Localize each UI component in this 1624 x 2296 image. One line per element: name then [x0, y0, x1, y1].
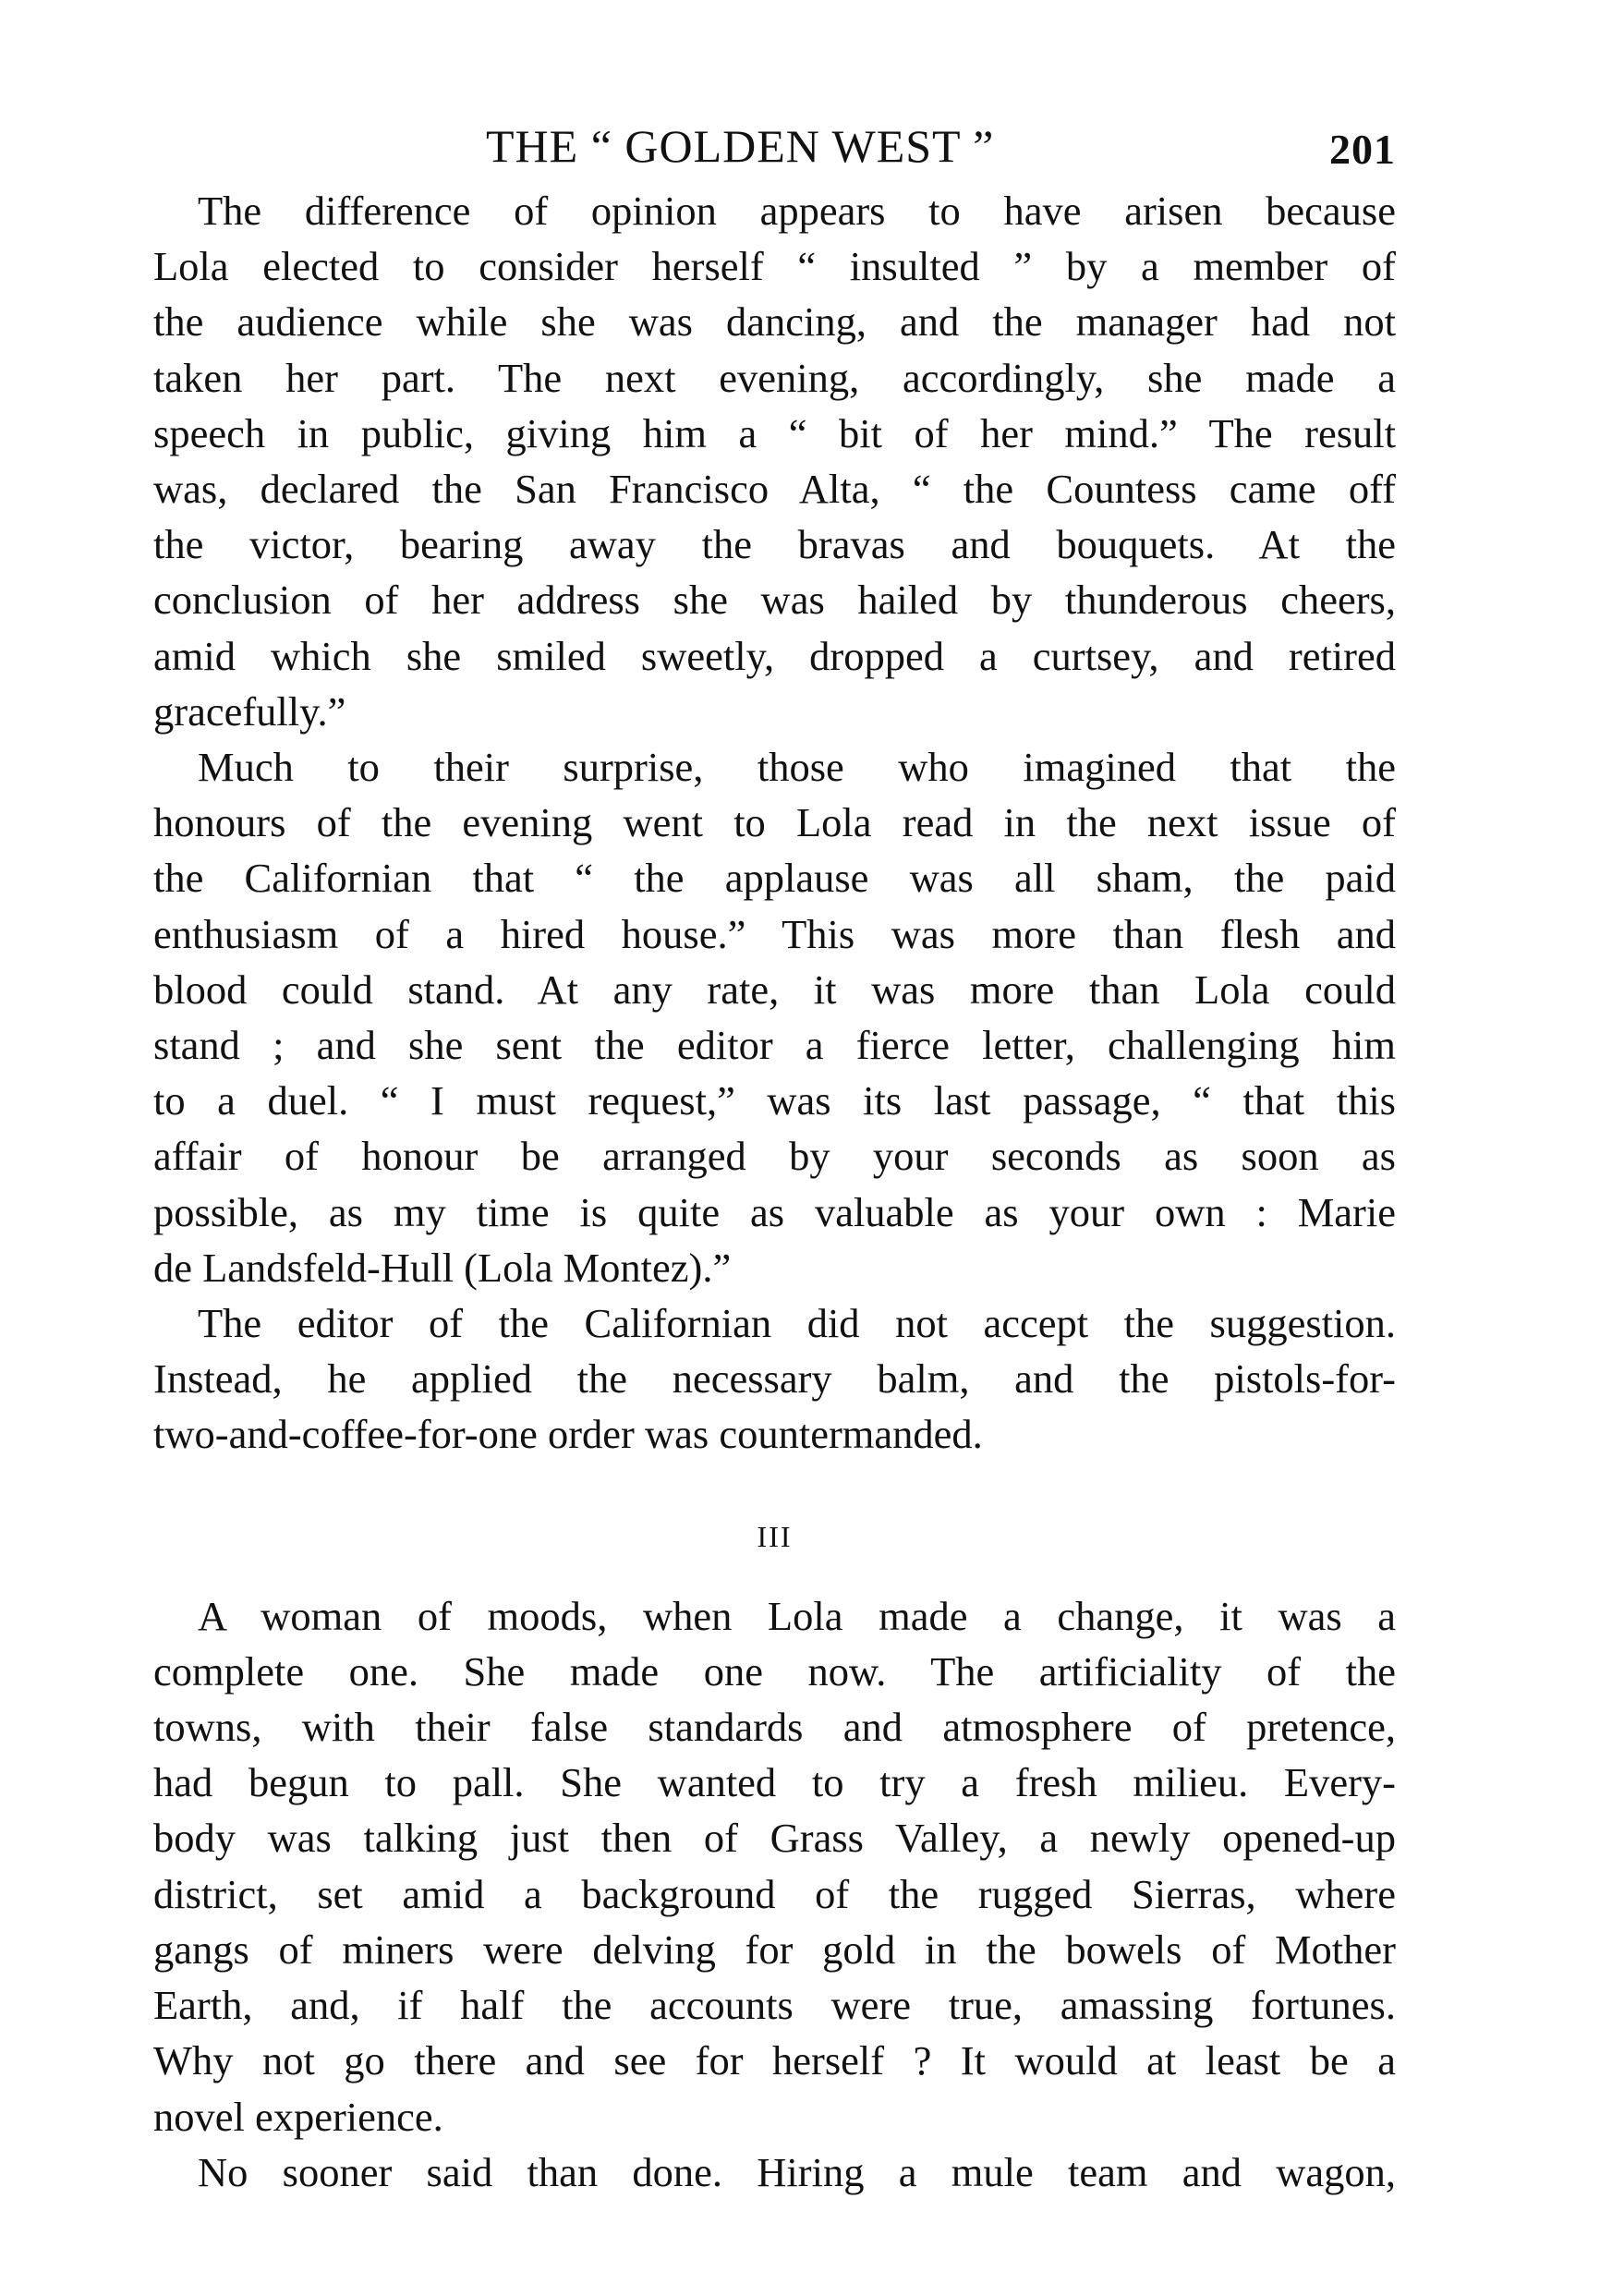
text-line: two-and-coffee-for-one order was countermanded.	[153, 1411, 983, 1458]
section-number: III	[757, 1519, 793, 1553]
text-line: de Landsfeld-Hull (Lola Montez).”	[153, 1244, 732, 1291]
paragraph-3	[153, 1295, 1396, 1463]
text-line: Instead, he applied the necessary balm, and the pistols-for-	[153, 1355, 1396, 1403]
text-line: speech in public, giving him a “ bit of her mind.” The result	[153, 409, 1396, 456]
text-line: district, set amid a background of the rugged Sierras, where	[153, 1870, 1396, 1917]
text-line: Earth, and, if half the accounts were true, amassing fortunes.	[153, 1982, 1396, 2029]
running-head: THE “ GOLDEN WEST ”	[486, 120, 995, 172]
text-line: possible, as my time is quite as valuable as your own : Marie	[153, 1188, 1396, 1235]
text-line: towns, with their false standards and atmosphere of pretence,	[153, 1704, 1396, 1751]
text-line: novel experience.	[153, 2093, 443, 2140]
text-line: enthusiasm of a hired house.” This was more than flesh and	[153, 910, 1396, 957]
text-line: to a duel. “ I must request,” was its last passage, “ that this	[153, 1077, 1396, 1124]
text-line: affair of honour be arranged by your seconds as soon as	[153, 1133, 1396, 1180]
text-line: the audience while she was dancing, and the manager had not	[153, 298, 1396, 346]
text-line: Why not go there and see for herself ? It would at least be a	[153, 2037, 1396, 2084]
text-line: gangs of miners were delving for gold in the bowels of Mother	[153, 1925, 1396, 1973]
page-header	[153, 109, 1396, 183]
paragraph-4	[153, 1588, 1396, 2144]
text-line: Lola elected to consider herself “ insulted ” by a member of	[153, 243, 1396, 290]
text-line: blood could stand. At any rate, it was more than Lola could	[153, 966, 1396, 1013]
page-number: 201	[1329, 126, 1396, 173]
text-line: had begun to pall. She wanted to try a fresh milieu. Every-	[153, 1759, 1396, 1806]
text-line: amid which she smiled sweetly, dropped a curtsey, and retired	[153, 632, 1396, 679]
text-line: taken her part. The next evening, accordingly, she made a	[153, 354, 1396, 401]
text-line: the Californian that “ the applause was all sham, the paid	[153, 855, 1396, 902]
text-line: A woman of moods, when Lola made a change, it was a	[198, 1592, 1396, 1639]
text-line: stand ; and she sent the editor a fierce letter, challenging him	[153, 1022, 1396, 1069]
text-line: conclusion of her address she was hailed by thunderous cheers,	[153, 577, 1396, 624]
text-line: The difference of opinion appears to have arisen because	[198, 188, 1396, 234]
paragraph-5	[153, 2144, 1396, 2200]
text-line: was, declared the San Francisco Alta, “ the Countess came off	[153, 466, 1396, 513]
text-line: Much to their surprise, those who imagined that the	[198, 744, 1396, 791]
text-line: The editor of the Californian did not accept the suggestion.	[198, 1300, 1396, 1347]
text-line: gracefully.”	[153, 687, 346, 735]
book-page	[153, 109, 1396, 2200]
paragraph-1	[153, 183, 1396, 739]
text-line: complete one. She made one now. The artificiality of the	[153, 1647, 1396, 1695]
text-line: body was talking just then of Grass Valley, a newly opened-up	[153, 1815, 1396, 1862]
text-line: No sooner said than done. Hiring a mule team and wagon,	[198, 2148, 1396, 2195]
text-line: the victor, bearing away the bravas and bouquets. At the	[153, 521, 1396, 568]
paragraph-2	[153, 739, 1396, 1295]
text-line: honours of the evening went to Lola read in the next issue of	[153, 799, 1396, 846]
